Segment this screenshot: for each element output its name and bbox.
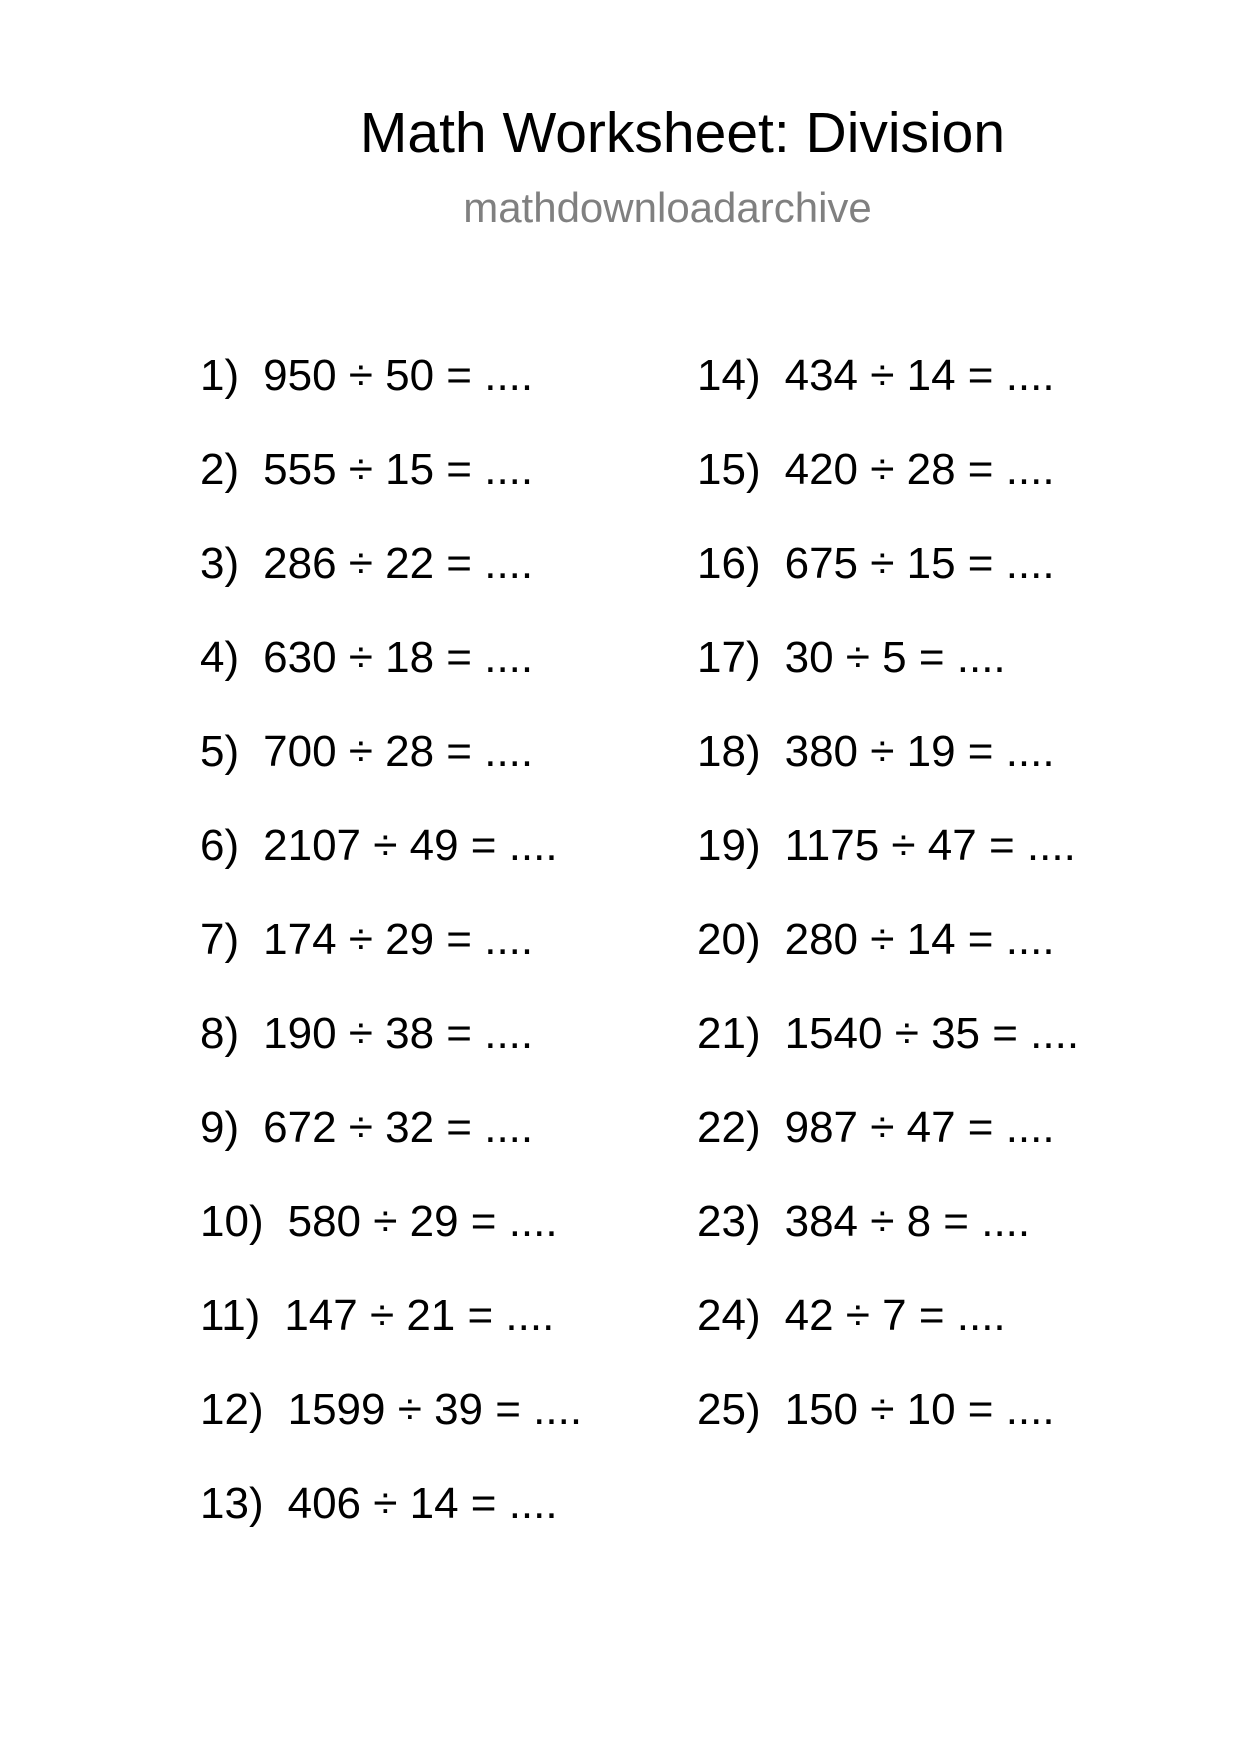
problem-item <box>200 538 533 590</box>
problem-expression: 406 ÷ 14 = .... <box>287 1479 558 1528</box>
problem-expression: 555 ÷ 15 = .... <box>263 445 534 494</box>
problem-item <box>200 632 533 684</box>
problem-number: 17) <box>697 633 761 682</box>
problem-item <box>200 726 533 778</box>
problem-expression: 630 ÷ 18 = .... <box>263 633 534 682</box>
problem-item <box>697 820 1076 872</box>
problem-number: 19) <box>697 821 761 870</box>
problem-expression: 147 ÷ 21 = .... <box>284 1291 555 1340</box>
problem-expression: 190 ÷ 38 = .... <box>263 1009 534 1058</box>
problem-item <box>697 1384 1055 1436</box>
problem-item <box>200 444 533 496</box>
problem-number: 1) <box>200 351 240 400</box>
problem-number: 24) <box>697 1291 761 1340</box>
problem-item <box>697 538 1055 590</box>
problem-number: 22) <box>697 1103 761 1152</box>
problem-number: 7) <box>200 915 240 964</box>
problem-number: 12) <box>200 1385 264 1434</box>
problem-expression: 420 ÷ 28 = .... <box>784 445 1055 494</box>
problem-expression: 950 ÷ 50 = .... <box>263 351 534 400</box>
problem-number: 11) <box>200 1291 261 1340</box>
problem-expression: 384 ÷ 8 = .... <box>784 1197 1031 1246</box>
problem-expression: 434 ÷ 14 = .... <box>784 351 1055 400</box>
problem-item <box>200 1478 558 1530</box>
problem-expression: 987 ÷ 47 = .... <box>784 1103 1055 1152</box>
problem-item <box>697 1290 1006 1342</box>
problem-expression: 1599 ÷ 39 = .... <box>287 1385 583 1434</box>
problem-item <box>697 1008 1079 1060</box>
problem-item <box>200 350 533 402</box>
problem-item <box>200 1196 558 1248</box>
problem-number: 3) <box>200 539 240 588</box>
problem-number: 13) <box>200 1479 264 1528</box>
problem-item <box>697 444 1055 496</box>
problem-expression: 286 ÷ 22 = .... <box>263 539 534 588</box>
problem-item <box>697 350 1055 402</box>
problem-item <box>200 1290 554 1342</box>
problem-item <box>200 1384 582 1436</box>
problem-expression: 150 ÷ 10 = .... <box>784 1385 1055 1434</box>
problem-item <box>200 1102 533 1154</box>
problem-expression: 700 ÷ 28 = .... <box>263 727 534 776</box>
problem-expression: 1540 ÷ 35 = .... <box>784 1009 1080 1058</box>
problem-number: 18) <box>697 727 761 776</box>
page-title: Math Worksheet: Division <box>359 101 1006 165</box>
problem-item <box>697 1196 1030 1248</box>
problem-expression: 675 ÷ 15 = .... <box>784 539 1055 588</box>
problem-item <box>697 726 1055 778</box>
problem-number: 25) <box>697 1385 761 1434</box>
problem-item <box>200 914 533 966</box>
problem-number: 9) <box>200 1103 240 1152</box>
problem-item <box>200 820 558 872</box>
problem-expression: 2107 ÷ 49 = .... <box>263 821 558 870</box>
problem-expression: 380 ÷ 19 = .... <box>784 727 1055 776</box>
problem-item <box>200 1008 533 1060</box>
problem-expression: 280 ÷ 14 = .... <box>784 915 1055 964</box>
problem-number: 14) <box>697 351 761 400</box>
problem-number: 5) <box>200 727 240 776</box>
problem-number: 15) <box>697 445 761 494</box>
problem-number: 23) <box>697 1197 761 1246</box>
problem-item <box>697 914 1055 966</box>
problem-number: 6) <box>200 821 240 870</box>
problem-expression: 580 ÷ 29 = .... <box>287 1197 558 1246</box>
problem-number: 16) <box>697 539 761 588</box>
problem-expression: 1175 ÷ 47 = .... <box>784 821 1076 870</box>
problem-number: 4) <box>200 633 240 682</box>
problem-item <box>697 632 1006 684</box>
problem-expression: 672 ÷ 32 = .... <box>263 1103 534 1152</box>
problem-number: 20) <box>697 915 761 964</box>
problem-expression: 174 ÷ 29 = .... <box>263 915 534 964</box>
problem-number: 10) <box>200 1197 264 1246</box>
problem-expression: 42 ÷ 7 = .... <box>784 1291 1006 1340</box>
problem-item <box>697 1102 1055 1154</box>
problem-number: 2) <box>200 445 240 494</box>
problem-expression: 30 ÷ 5 = .... <box>784 633 1006 682</box>
problem-number: 8) <box>200 1009 240 1058</box>
page-subtitle: mathdownloadarchive <box>463 184 872 231</box>
problem-number: 21) <box>697 1009 761 1058</box>
